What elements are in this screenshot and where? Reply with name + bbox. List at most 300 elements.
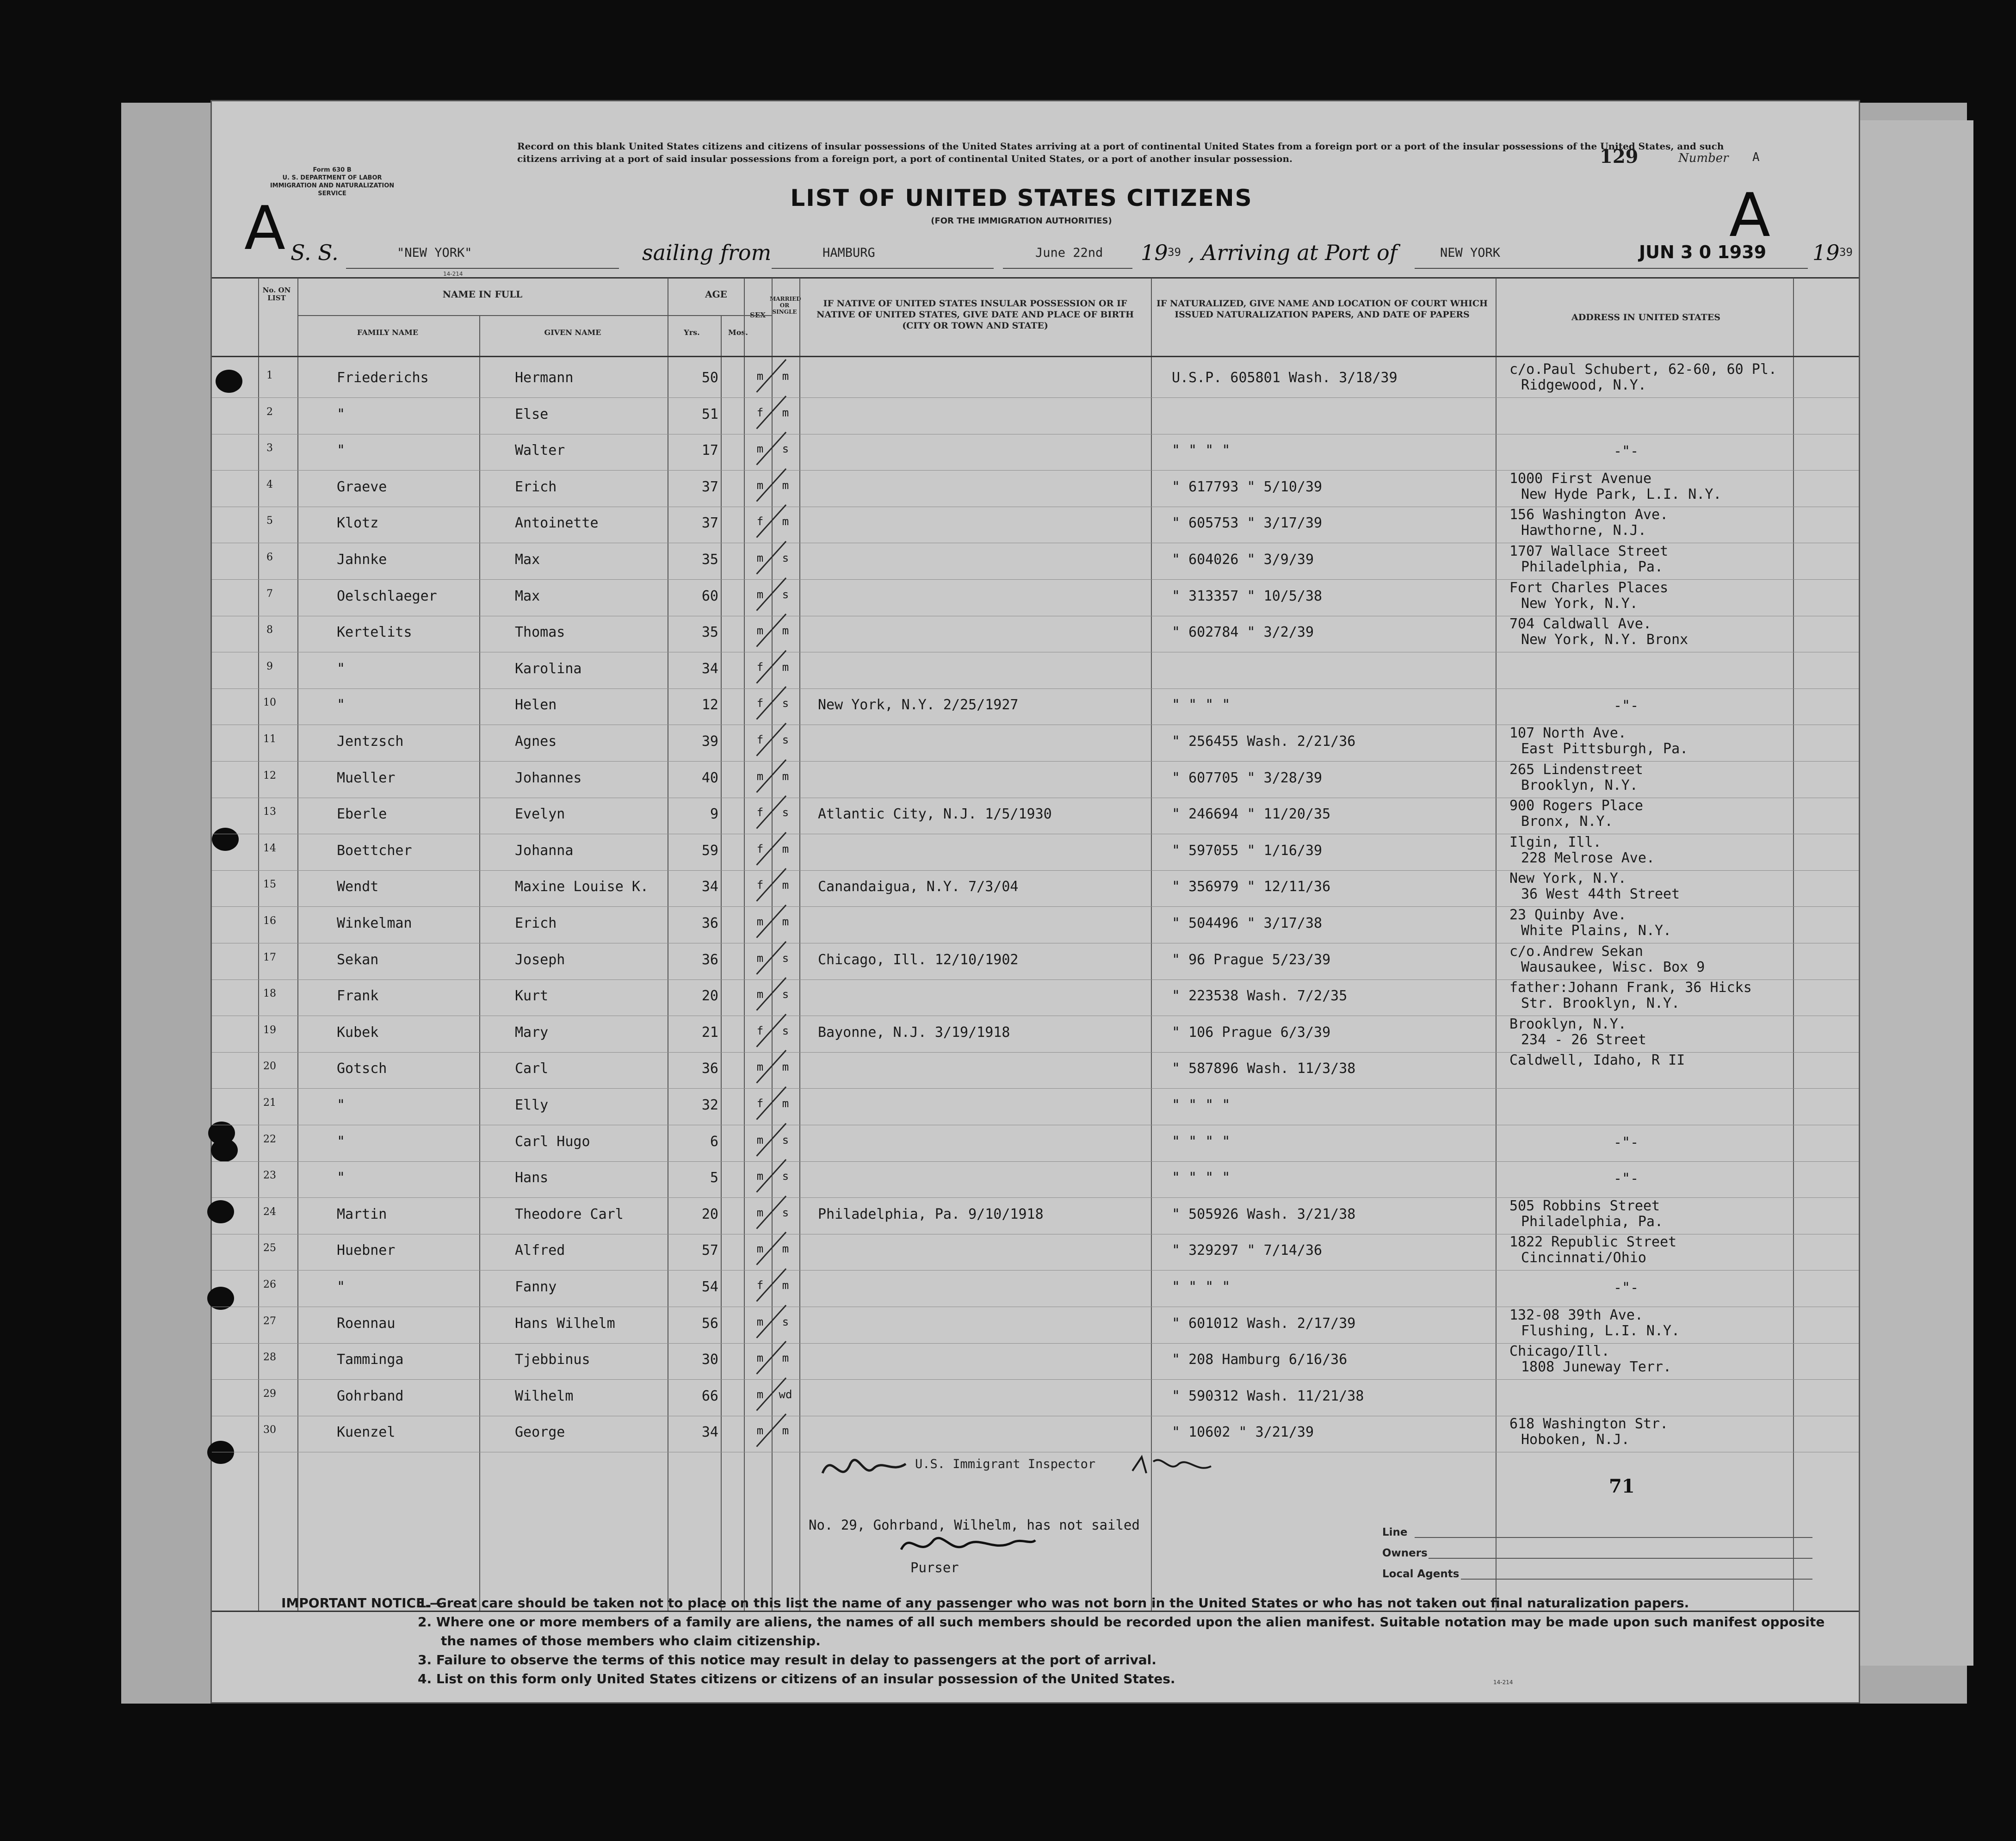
sex: m [756,442,764,456]
sex: m [756,1351,764,1365]
address-line-1: Ilgin, Ill. [1509,834,1602,850]
marital-status: s [782,1315,789,1328]
given-name: Hermann [515,370,574,386]
handwritten-letter-right: A [1729,180,1770,250]
underline [1003,268,1132,269]
backing-edge [1841,120,1973,1666]
family-name: Sekan [337,951,379,968]
given-name: Johanna [515,842,574,859]
address-line-2: East Pittsburgh, Pa. [1521,741,1688,757]
list-number: 5 [266,515,273,527]
age-years: 36 [701,915,718,931]
address-line-2: Hawthorne, N.J. [1521,522,1646,539]
list-number: 3 [266,442,273,454]
sex: m [756,915,764,928]
age-years: 40 [701,769,718,786]
list-number: 17 [263,951,276,963]
list-number: 12 [263,769,276,781]
age-years: 60 [701,588,718,604]
table-row [212,1097,1859,1133]
header-address: ADDRESS IN UNITED STATES [1571,312,1720,322]
list-number: 14 [263,842,276,854]
sex: m [756,1315,764,1328]
marital-status: m [782,1097,789,1110]
marital-status: m [782,515,789,528]
marital-status: s [782,951,789,965]
naturalization-papers: U.S.P. 605801 Wash. 3/18/39 [1172,370,1398,386]
header-birth: IF NATIVE OF UNITED STATES INSULAR POSSESSION OR IF NATIVE OF UNITED STATES, GIVE DATE AND PLACE OF BIRTH (CITY OR TOWN AND STATE) [816,298,1134,331]
code-small: 14-214 [443,271,463,277]
given-name: Else [515,406,549,422]
birth-place-date: New York, N.Y. 2/25/1927 [818,697,1019,713]
list-number: 23 [263,1170,276,1182]
row-rule [212,688,1859,689]
family-name: Eberle [337,806,387,823]
table-row [212,798,1859,842]
department-line: U. S. DEPARTMENT OF LABOR [282,174,382,181]
sex: f [756,733,764,746]
given-name: Maxine Louise K. [515,879,649,895]
list-number: 30 [263,1424,276,1436]
marital-status: s [782,442,789,456]
list-number: 19 [263,1024,276,1036]
list-number: 15 [263,879,276,891]
naturalization-papers: " 590312 Wash. 11/21/38 [1172,1388,1364,1404]
address-line-1: c/o.Andrew Sekan [1509,943,1643,960]
marital-status: m [782,478,789,492]
family-name: Mueller [337,769,396,786]
address-line-2: 228 Melrose Ave. [1521,849,1655,866]
family-name: Jahnke [337,552,387,568]
address-line-1: father:Johann Frank, 36 Hicks [1509,979,1752,996]
form-number-line: Form 630 B [313,167,352,174]
marital-status: m [782,1279,789,1292]
sex: m [756,1170,764,1183]
family-name: " [337,442,346,459]
marital-status: s [782,1170,789,1183]
arrival-date-stamp: JUN 3 0 1939 [1639,242,1767,262]
age-years: 54 [701,1279,718,1295]
given-name: Agnes [515,733,557,750]
line-rule [1415,1537,1812,1538]
sex: f [756,1279,764,1292]
page-number: 71 [1609,1475,1635,1497]
age-years: 20 [701,1206,718,1222]
naturalization-papers: " 329297 " 7/14/36 [1172,1242,1323,1259]
row-rule [212,1270,1859,1271]
list-number: 25 [263,1242,276,1254]
address-line-2: Cincinnati/Ohio [1521,1250,1646,1266]
sailing-label: sailing from [642,240,772,265]
sheet-number: 129 [1600,146,1639,167]
age-years: 35 [701,624,718,641]
purser-label: Purser [910,1560,959,1575]
address-line-1: c/o.Paul Schubert, 62-60, 60 Pl. [1509,361,1777,378]
age-years: 37 [701,478,718,495]
list-number: 11 [263,733,276,745]
address-line-1: 23 Quinby Ave. [1509,907,1626,923]
birth-place-date: Chicago, Ill. 12/10/1902 [818,951,1019,968]
address-line-1: Brooklyn, N.Y. [1509,1016,1626,1032]
address-line-2: Ridgewood, N.Y. [1521,377,1646,393]
address-line-2: Brooklyn, N.Y. [1521,777,1638,793]
sex: f [756,515,764,528]
sex: m [756,988,764,1001]
purser-signature [892,1526,1040,1563]
address-line-2: New York, N.Y. Bronx [1521,632,1688,648]
given-name: Walter [515,442,565,459]
address-line-1: 1707 Wallace Street [1509,543,1669,559]
age-years: 34 [701,660,718,677]
address-line-1: 900 Rogers Place [1509,798,1643,814]
row-rule [212,1343,1859,1344]
family-name: Graeve [337,478,387,495]
given-name: Wilhelm [515,1388,574,1404]
given-name: Helen [515,697,557,713]
naturalization-papers: " 10602 " 3/21/39 [1172,1424,1314,1441]
age-years: 39 [701,733,718,750]
sex: f [756,806,764,819]
marital-status: m [782,624,789,638]
naturalization-papers: " 607705 " 3/28/39 [1172,769,1323,786]
header-no: No. ON LIST [262,286,291,302]
table-row [212,1052,1859,1097]
list-number: 7 [266,588,273,600]
list-number: 10 [263,697,276,709]
naturalization-papers: " " " " [1172,1279,1231,1295]
header-naturalized: IF NATURALIZED, GIVE NAME AND LOCATION OF COURT WHICH ISSUED NATURALIZATION PAPERS, AND DATE OF PAPERS [1156,298,1488,320]
given-name: Antoinette [515,515,599,532]
family-name: Klotz [337,515,379,532]
departure-date: June 22nd [1035,246,1103,260]
header-age: AGE [705,289,727,300]
given-name: Elly [515,1097,549,1113]
given-name: Kurt [515,988,549,1004]
address-line-1: 1822 Republic Street [1509,1234,1677,1251]
naturalization-papers: " 587896 Wash. 11/3/38 [1172,1060,1356,1077]
sex: f [756,406,764,419]
sex: m [756,1060,764,1074]
family-name: Kubek [337,1024,379,1041]
list-number: 16 [263,915,276,927]
family-name: Gotsch [337,1060,387,1077]
table-row [212,1307,1859,1351]
family-name: Gohrband [337,1388,404,1404]
age-years: 20 [701,988,718,1004]
sex: f [756,1097,764,1110]
header-married: MARRIED OR SINGLE [770,296,801,315]
page-subtitle: (FOR THE IMMIGRATION AUTHORITIES) [931,216,1112,226]
list-number: 9 [266,660,273,672]
family-name: Kertelits [337,624,412,641]
notice-heading: IMPORTANT NOTICE.— [281,1595,443,1611]
marital-status: s [782,806,789,819]
age-years: 34 [701,879,718,895]
given-name: Carl [515,1060,549,1077]
sex: f [756,842,764,855]
sex: m [756,951,764,965]
marital-status: m [782,370,789,383]
age-years: 37 [701,515,718,532]
sex: m [756,1424,764,1438]
row-rule [212,1161,1859,1162]
naturalization-papers: " 602784 " 3/2/39 [1172,624,1314,641]
arrival-port: NEW YORK [1440,246,1501,260]
age-years: 30 [701,1351,718,1368]
given-name: Johannes [515,769,582,786]
header-given: GIVEN NAME [544,328,601,337]
marital-status: m [782,879,789,892]
address-line-1: Chicago/Ill. [1509,1343,1610,1360]
underline [772,268,994,269]
marital-status: s [782,697,789,710]
given-name: Max [515,588,540,604]
owners-rule [1429,1558,1812,1559]
given-name: Mary [515,1024,549,1041]
family-name: Tamminga [337,1351,404,1368]
address-line-1: 156 Washington Ave. [1509,507,1669,523]
list-number: 21 [263,1097,276,1109]
age-years: 50 [701,370,718,386]
important-notice [281,1593,1845,1688]
given-name: Joseph [515,951,565,968]
naturalization-papers: " 356979 " 12/11/36 [1172,879,1331,895]
family-name: Boettcher [337,842,412,859]
age-years: 36 [701,1060,718,1077]
address-line-2: White Plains, N.Y. [1521,923,1672,939]
family-name: " [337,1170,346,1186]
address-line-2: 234 - 26 Street [1521,1031,1646,1048]
naturalization-papers: " 597055 " 1/16/39 [1172,842,1323,859]
birth-place-date: Bayonne, N.J. 3/19/1918 [818,1024,1010,1041]
age-years: 59 [701,842,718,859]
given-name: Hans [515,1170,549,1186]
address-line-1: 107 North Ave. [1509,725,1626,741]
age-years: 35 [701,552,718,568]
inspector-signature [813,1445,915,1492]
marital-status: m [782,660,789,674]
naturalization-papers: " 605753 " 3/17/39 [1172,515,1323,532]
given-name: Alfred [515,1242,565,1259]
birth-place-date: Atlantic City, N.J. 1/5/1930 [818,806,1052,823]
address-line-2: -"- [1614,1134,1639,1151]
address-line-2: Flushing, L.I. N.Y. [1521,1322,1680,1339]
marital-status: m [782,915,789,928]
family-name: Kuenzel [337,1424,396,1441]
notice-item: 2. Where one or more members of a family are aliens, the names of all such members should be recorded upon the alien manifest. Suitable notation may be made upon such manifest opposite the names of those members who claim citizenship. [418,1614,1825,1649]
list-number: 13 [263,806,276,818]
table-row [212,661,1859,697]
age-years: 9 [710,806,718,823]
list-number: 6 [266,552,273,563]
header-name: NAME IN FULL [442,289,523,300]
address-line-2: Philadelphia, Pa. [1521,559,1664,575]
naturalization-papers: " 604026 " 3/9/39 [1172,552,1314,568]
naturalization-papers: " 106 Prague 6/3/39 [1172,1024,1331,1041]
birth-place-date: Philadelphia, Pa. 9/10/1918 [818,1206,1044,1222]
naturalization-papers: " 313357 " 10/5/38 [1172,588,1323,604]
naturalization-papers: " 601012 Wash. 2/17/39 [1172,1315,1356,1332]
list-number: 29 [263,1388,276,1400]
family-name: Martin [337,1206,387,1222]
family-name: " [337,406,346,422]
given-name: Erich [515,478,557,495]
service-line: IMMIGRATION AND NATURALIZATION SERVICE [270,182,395,197]
departure-year: 39 [1168,246,1181,259]
number-value: A [1752,150,1760,164]
family-name: " [337,1133,346,1150]
table-row [212,616,1859,660]
age-years: 6 [710,1133,718,1150]
initials-mark [1128,1452,1220,1480]
list-number: 28 [263,1351,276,1364]
age-years: 66 [701,1388,718,1404]
underline [1415,268,1808,269]
marital-status: s [782,1024,789,1037]
list-number: 26 [263,1279,276,1290]
naturalization-papers: " " " " [1172,442,1231,459]
sex: m [756,588,764,601]
arrival-year: 39 [1839,246,1853,259]
address-line-2: Bronx, N.Y. [1521,813,1613,830]
agents-rule [1461,1579,1812,1580]
marital-status: m [782,406,789,419]
naturalization-papers: " " " " [1172,1097,1231,1113]
row-rule [212,1379,1859,1380]
list-number: 27 [263,1315,276,1327]
address-line-1: Caldwell, Idaho, R II [1509,1052,1685,1069]
family-name: " [337,1097,346,1113]
age-years: 5 [710,1170,718,1186]
age-years: 57 [701,1242,718,1259]
naturalization-papers: " 617793 " 5/10/39 [1172,478,1323,495]
notice-item: 1. Great care should be taken not to place on this list the name of any passenger who was not born in the United States or who has not taken out final naturalization papers. [418,1595,1689,1611]
sex: m [756,552,764,564]
family-name: Winkelman [337,915,412,931]
table-row [212,406,1859,442]
list-number: 2 [266,406,273,418]
naturalization-papers: " " " " [1172,1133,1231,1150]
list-number: 24 [263,1206,276,1218]
sex: m [756,1242,764,1256]
list-number: 8 [266,624,273,636]
sex: f [756,1024,764,1037]
marital-status: m [782,842,789,855]
list-number: 1 [266,370,273,381]
owners-label: Owners [1382,1547,1428,1559]
marital-status: m [782,1351,789,1365]
naturalization-papers: " 223538 Wash. 7/2/35 [1172,988,1348,1004]
sex: m [756,769,764,783]
address-line-1: Fort Charles Places [1509,579,1669,596]
given-name: Erich [515,915,557,931]
address-line-2: Philadelphia, Pa. [1521,1213,1664,1230]
age-years: 36 [701,951,718,968]
given-name: Carl Hugo [515,1133,590,1150]
marital-status: s [782,588,789,601]
age-years: 56 [701,1315,718,1332]
naturalization-papers: " " " " [1172,1170,1231,1186]
family-name: Huebner [337,1242,396,1259]
table-row [212,1134,1859,1170]
marital-status: s [782,1206,789,1219]
given-name: Thomas [515,624,565,641]
list-number: 22 [263,1133,276,1145]
table-row [212,1234,1859,1278]
address-line-1: 505 Robbins Street [1509,1197,1660,1214]
sex: f [756,660,764,674]
family-name: Oelschlaeger [337,588,437,604]
table-row [212,1343,1859,1388]
family-name: " [337,697,346,713]
marital-status: s [782,1133,789,1147]
age-years: 17 [701,442,718,459]
marital-status: wd [779,1388,792,1401]
marital-status: s [782,552,789,564]
birth-place-date: Canandaigua, N.Y. 7/3/04 [818,879,1019,895]
number-label: Number [1678,151,1729,165]
age-years: 34 [701,1424,718,1441]
header-sex: SEX [750,311,766,319]
age-years: 21 [701,1024,718,1041]
given-name: Karolina [515,660,582,677]
table-row [212,1416,1859,1460]
sex: f [756,879,764,892]
naturalization-papers: " 96 Prague 5/23/39 [1172,951,1331,968]
list-number: 4 [266,478,273,490]
address-line-2: -"- [1614,1280,1639,1296]
given-name: George [515,1424,565,1441]
address-line-2: -"- [1614,698,1639,714]
row-rule [212,1088,1859,1089]
address-line-2: -"- [1614,1171,1639,1187]
header-bottom-rule [212,356,1859,357]
page-title: LIST OF UNITED STATES CITIZENS [790,185,1253,211]
row-rule [212,397,1859,398]
address-line-2: Wausaukee, Wisc. Box 9 [1521,959,1705,975]
arriving-label: , Arriving at Port of [1188,240,1398,265]
marital-status: m [782,1424,789,1438]
marital-status: m [782,1242,789,1256]
header-family: FAMILY NAME [357,328,419,337]
naturalization-papers: " 504496 " 3/17/38 [1172,915,1323,931]
family-name: " [337,1279,346,1295]
table-row [212,361,1859,406]
address-line-2: New York, N.Y. [1521,595,1638,612]
notice-item: 4. List on this form only United States citizens or citizens of an insular possession of the United States. [418,1671,1175,1686]
notice-item: 3. Failure to observe the terms of this notice may result in delay to passengers at the port of arrival. [418,1652,1156,1667]
family-name: Frank [337,988,379,1004]
inspector-label: U.S. Immigrant Inspector [915,1457,1096,1471]
naturalization-papers: " " " " [1172,697,1231,713]
departure-port: HAMBURG [822,246,875,260]
underline [346,268,619,269]
family-name: Wendt [337,879,379,895]
agents-label: Local Agents [1382,1568,1459,1580]
marital-status: m [782,769,789,783]
ship-name: "NEW YORK" [397,246,472,260]
address-line-2: Hoboken, N.J. [1521,1432,1630,1448]
list-number: 20 [263,1060,276,1072]
header-yrs: Yrs. [684,328,700,337]
sub-header-rule [297,315,772,316]
ss-label: S. S. [291,240,339,265]
family-name: Jentzsch [337,733,404,750]
voyage-line [291,240,1854,273]
sex: m [756,1388,764,1401]
naturalization-papers: " 246694 " 11/20/35 [1172,806,1331,823]
address-line-2: 1808 Juneway Terr. [1521,1359,1672,1376]
